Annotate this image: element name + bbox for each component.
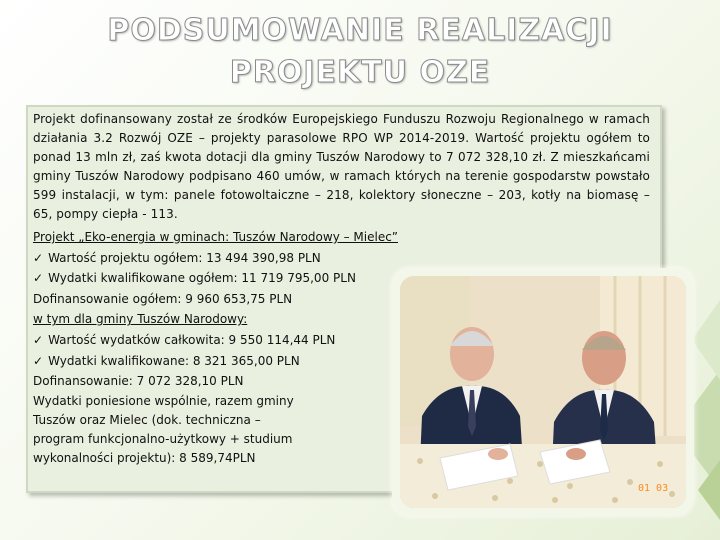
bullet-gmina-eligible <box>33 351 393 372</box>
project-name: Projekt „Eko-energia w gminach: Tuszów Narodowy – Mielec” <box>33 230 399 244</box>
joint-costs-line-4: wykonalności projektu): 8 589,74PLN <box>33 450 256 465</box>
check-icon: ✓ <box>33 250 44 265</box>
check-icon: ✓ <box>33 353 44 368</box>
photo-date-stamp: 01 03 <box>638 483 669 494</box>
check-icon: ✓ <box>33 332 44 347</box>
gmina-eligible-text: Wydatki kwalifikowane: 8 321 365,00 PLN <box>48 353 300 368</box>
joint-costs-line-1: Wydatki poniesione wspólnie, razem gminy <box>33 393 294 408</box>
signing-photo-illustration <box>400 276 686 508</box>
gmina-total-text: Wartość wydatków całkowita: 9 550 114,44 PLN <box>48 332 336 347</box>
joint-costs-line-2: Tuszów oraz Mielec (dok. techniczna – <box>33 412 261 427</box>
total-value-text: Wartość projektu ogółem: 13 494 390,98 PLN <box>48 250 321 265</box>
intro-paragraph: Projekt dofinansowany został ze środków Europejskiego Funduszu Rozwoju Regionalnego w ramach działania 3.2 Rozwój OZE – projekty parasolowe RPO WP 2014-2019. Wartość projektu ogółem to ponad 13 mln zł, zaś kwota dotacji dla gminy Tuszów Narodowy to 7 072 328,10 zł. Z mieszkańcami gminy Tuszów Narodowy podpisano 460 umów, w ramach których na terenie gospodarstw powstało 599 instalacji, w tym: panele fotowoltaiczne – 218, kolektory słoneczne – 203, kotły na biomasę – 65, pompy ciepła - 113. <box>33 112 650 221</box>
joint-costs-line-3: program funkcjonalno-użytkowy + studium <box>33 431 293 446</box>
decorative-triangle <box>692 300 720 380</box>
gmina-heading: w tym dla gminy Tuszów Narodowy: <box>33 312 248 327</box>
gmina-cofinancing: Dofinansowanie: 7 072 328,10 PLN <box>33 374 244 389</box>
slide-title-line-1: PODSUMOWANIE REALIZACJI <box>107 13 613 48</box>
eligible-total-text: Wydatki kwalifikowane ogółem: 11 719 795,00 PLN <box>48 271 356 286</box>
decorative-triangle <box>698 460 720 520</box>
bullet-gmina-total <box>33 330 393 351</box>
slide-title <box>60 10 660 94</box>
cofinancing-total: Dofinansowanie ogółem: 9 960 653,75 PLN <box>33 291 293 306</box>
signing-photo <box>400 276 686 508</box>
check-icon: ✓ <box>33 271 44 286</box>
bullet-eligible-total <box>33 268 393 289</box>
project-summary <box>33 227 399 468</box>
bullet-total-value <box>33 248 393 269</box>
slide-title-line-2: PROJEKTU OZE <box>229 55 491 90</box>
